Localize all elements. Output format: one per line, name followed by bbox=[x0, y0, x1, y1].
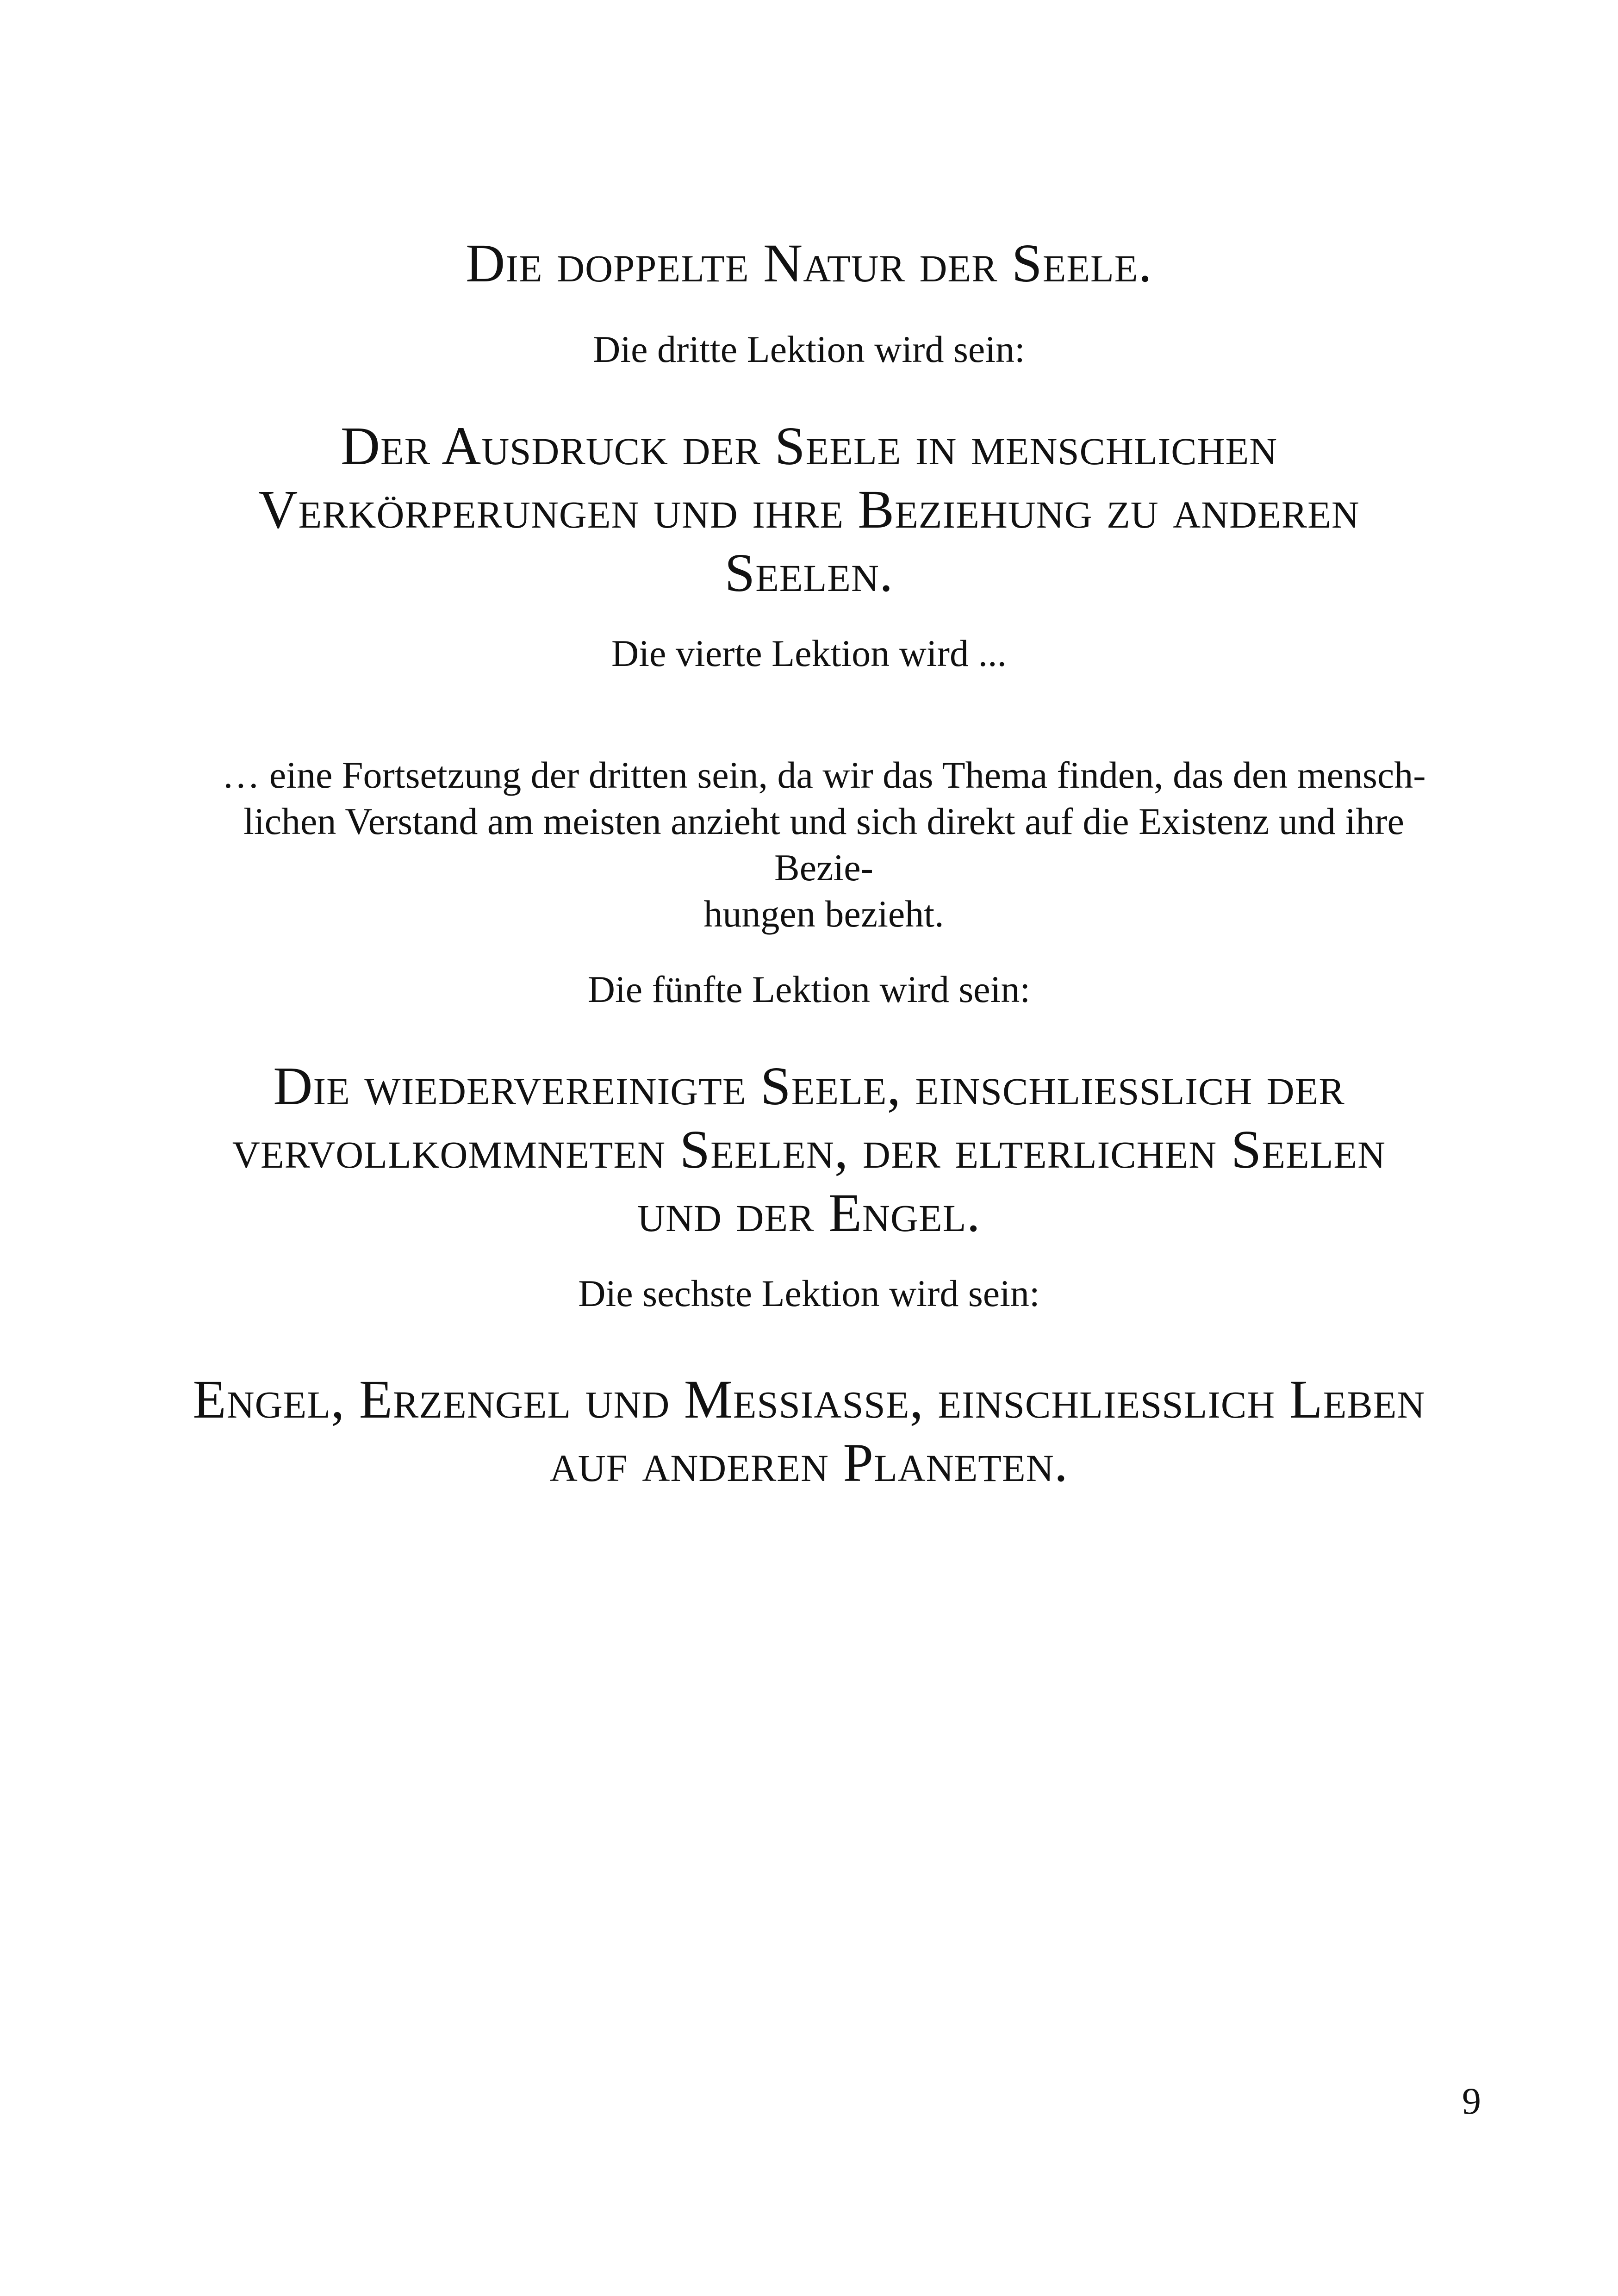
lesson-heading-sixth bbox=[0, 1368, 1618, 1494]
lesson-heading-soul-double-nature bbox=[0, 231, 1618, 295]
heading-line: vervollkommneten Seelen, der elterlichen Seelen bbox=[232, 1119, 1386, 1180]
heading-text: Die doppelte Natur der Seele. bbox=[466, 233, 1152, 293]
intro-fourth-lesson bbox=[0, 630, 1618, 677]
heading-line: auf anderen Planeten. bbox=[549, 1432, 1069, 1493]
intro-third-lesson bbox=[0, 326, 1618, 373]
heading-line: Seelen. bbox=[724, 542, 894, 603]
heading-line: Engel, Erzengel und Messiasse, einschließlich Leben bbox=[193, 1369, 1425, 1430]
paragraph-line: hungen bezieht. bbox=[703, 893, 944, 935]
heading-line: Der Ausdruck der Seele in menschlichen bbox=[340, 416, 1278, 476]
heading-line: Die wiedervereinigte Seele, einschließlich der bbox=[273, 1056, 1345, 1116]
page-number: 9 bbox=[1462, 2080, 1481, 2122]
paragraph-line: … eine Fortsetzung der dritten sein, da wir das Thema finden, das den mensch- bbox=[222, 754, 1426, 796]
fourth-lesson-paragraph bbox=[190, 752, 1458, 937]
heading-line: Verkörperungen und ihre Beziehung zu anderen bbox=[258, 479, 1360, 540]
intro-text: Die dritte Lektion wird sein: bbox=[593, 328, 1025, 370]
heading-line: und der Engel. bbox=[637, 1182, 981, 1243]
intro-text: Die vierte Lektion wird ... bbox=[611, 632, 1007, 674]
intro-sixth-lesson bbox=[0, 1270, 1618, 1317]
paragraph-line: lichen Verstand am meisten anzieht und sich direkt auf die Existenz und ihre Bezie- bbox=[243, 800, 1404, 889]
intro-text: Die sechste Lektion wird sein: bbox=[578, 1272, 1040, 1314]
intro-text: Die fünfte Lektion wird sein: bbox=[587, 968, 1031, 1010]
lesson-heading-fifth bbox=[0, 1054, 1618, 1244]
lesson-heading-third bbox=[0, 414, 1618, 604]
intro-fifth-lesson bbox=[0, 966, 1618, 1013]
